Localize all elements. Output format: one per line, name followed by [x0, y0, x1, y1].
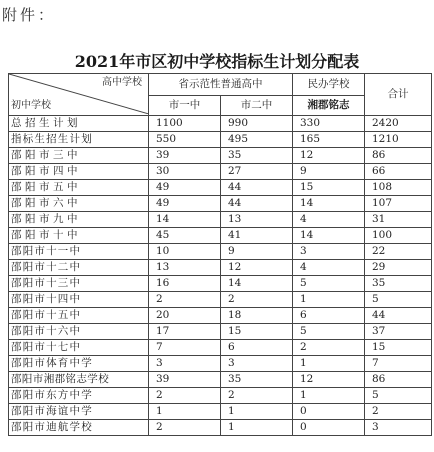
- row-school-2-value: 2: [221, 292, 293, 308]
- row-school-name: 邵阳市四中: [9, 164, 149, 180]
- row-school-3-value: 1: [293, 356, 365, 372]
- row-total-value: 86: [365, 372, 432, 388]
- row-school-name: 邵阳市九中: [9, 212, 149, 228]
- header-corner-cell: [9, 74, 149, 116]
- table-row: [9, 164, 432, 180]
- row-school-name: 邵阳市十中: [9, 228, 149, 244]
- row-school-name: 邵阳市海谊中学: [9, 404, 149, 420]
- row-school-name: 总招生计划: [9, 116, 149, 132]
- row-school-1-value: 49: [149, 180, 221, 196]
- table-row: [9, 420, 432, 436]
- row-school-name: 邵阳市六中: [9, 196, 149, 212]
- row-school-1-value: 39: [149, 148, 221, 164]
- row-school-2-value: 3: [221, 356, 293, 372]
- row-total-value: 44: [365, 308, 432, 324]
- header-high-school-label: 高中学校: [102, 77, 142, 88]
- row-school-2-value: 27: [221, 164, 293, 180]
- row-school-1-value: 14: [149, 212, 221, 228]
- row-school-name: 邵阳市十七中: [9, 340, 149, 356]
- row-total-value: 35: [365, 276, 432, 292]
- header-row-group: [9, 74, 432, 96]
- row-school-2-value: 18: [221, 308, 293, 324]
- table-row: [9, 132, 432, 148]
- row-school-name: 邵阳市湘郡铭志学校: [9, 372, 149, 388]
- row-school-name: 邵阳市十五中: [9, 308, 149, 324]
- row-school-2-value: 2: [221, 388, 293, 404]
- row-total-value: 37: [365, 324, 432, 340]
- row-school-1-value: 3: [149, 356, 221, 372]
- table-row: [9, 148, 432, 164]
- row-school-name: 邵阳市迪航学校: [9, 420, 149, 436]
- row-school-2-value: 12: [221, 260, 293, 276]
- row-school-2-value: 1: [221, 404, 293, 420]
- row-school-2-value: 15: [221, 324, 293, 340]
- row-school-3-value: 1: [293, 292, 365, 308]
- row-school-1-value: 45: [149, 228, 221, 244]
- header-school-2: 市二中: [221, 96, 293, 116]
- row-school-1-value: 13: [149, 260, 221, 276]
- row-school-3-value: 12: [293, 148, 365, 164]
- row-total-value: 22: [365, 244, 432, 260]
- row-total-value: 29: [365, 260, 432, 276]
- row-school-name: 邵阳市十一中: [9, 244, 149, 260]
- row-school-name: 邵阳市体育中学: [9, 356, 149, 372]
- table-row: [9, 292, 432, 308]
- row-school-3-value: 1: [293, 388, 365, 404]
- row-school-3-value: 14: [293, 196, 365, 212]
- row-school-1-value: 2: [149, 292, 221, 308]
- row-school-name: 邵阳市五中: [9, 180, 149, 196]
- row-school-3-value: 12: [293, 372, 365, 388]
- header-school-1: 市一中: [149, 96, 221, 116]
- row-total-value: 108: [365, 180, 432, 196]
- row-school-3-value: 3: [293, 244, 365, 260]
- table-row: [9, 212, 432, 228]
- row-school-1-value: 1100: [149, 116, 221, 132]
- row-school-3-value: 2: [293, 340, 365, 356]
- header-total: 合计: [365, 74, 432, 116]
- row-school-3-value: 6: [293, 308, 365, 324]
- row-school-name: 邵阳市十二中: [9, 260, 149, 276]
- row-school-3-value: 9: [293, 164, 365, 180]
- row-school-2-value: 14: [221, 276, 293, 292]
- table-row: [9, 260, 432, 276]
- row-school-name: 邵阳市十四中: [9, 292, 149, 308]
- table-row: [9, 196, 432, 212]
- row-total-value: 15: [365, 340, 432, 356]
- row-school-2-value: 1: [221, 420, 293, 436]
- row-total-value: 107: [365, 196, 432, 212]
- row-school-3-value: 4: [293, 212, 365, 228]
- row-school-1-value: 2: [149, 388, 221, 404]
- table-row: [9, 308, 432, 324]
- header-school-3: 湘郡铭志: [293, 96, 365, 116]
- row-school-name: 邵阳市三中: [9, 148, 149, 164]
- row-school-2-value: 44: [221, 196, 293, 212]
- row-school-1-value: 2: [149, 420, 221, 436]
- page-title: 2021年市区初中学校指标生计划分配表: [74, 52, 360, 71]
- row-total-value: 66: [365, 164, 432, 180]
- attachment-label: 附件：: [2, 6, 57, 24]
- row-school-1-value: 39: [149, 372, 221, 388]
- row-school-3-value: 0: [293, 404, 365, 420]
- row-total-value: 1210: [365, 132, 432, 148]
- row-school-1-value: 17: [149, 324, 221, 340]
- row-school-2-value: 41: [221, 228, 293, 244]
- row-school-1-value: 16: [149, 276, 221, 292]
- table-row: [9, 180, 432, 196]
- row-total-value: 31: [365, 212, 432, 228]
- table-row: [9, 356, 432, 372]
- table-row: [9, 228, 432, 244]
- row-total-value: 7: [365, 356, 432, 372]
- row-total-value: 86: [365, 148, 432, 164]
- row-school-3-value: 0: [293, 420, 365, 436]
- row-school-3-value: 5: [293, 324, 365, 340]
- row-school-name: 指标生招生计划: [9, 132, 149, 148]
- row-total-value: 2: [365, 404, 432, 420]
- table-row: [9, 244, 432, 260]
- row-school-1-value: 30: [149, 164, 221, 180]
- row-school-3-value: 330: [293, 116, 365, 132]
- allocation-table: [8, 73, 432, 436]
- row-total-value: 2420: [365, 116, 432, 132]
- row-school-name: 邵阳市十六中: [9, 324, 149, 340]
- row-total-value: 3: [365, 420, 432, 436]
- row-school-name: 邵阳市十三中: [9, 276, 149, 292]
- row-school-2-value: 495: [221, 132, 293, 148]
- row-school-1-value: 550: [149, 132, 221, 148]
- table-row: [9, 404, 432, 420]
- row-school-2-value: 9: [221, 244, 293, 260]
- row-school-1-value: 20: [149, 308, 221, 324]
- row-school-1-value: 10: [149, 244, 221, 260]
- row-school-2-value: 35: [221, 148, 293, 164]
- row-school-name: 邵阳市东方中学: [9, 388, 149, 404]
- row-school-3-value: 165: [293, 132, 365, 148]
- table-row: [9, 388, 432, 404]
- header-junior-school-label: 初中学校: [11, 100, 51, 111]
- table-row: [9, 324, 432, 340]
- header-public-group: 省示范性普通高中: [149, 74, 293, 96]
- row-school-2-value: 6: [221, 340, 293, 356]
- row-school-2-value: 990: [221, 116, 293, 132]
- row-school-1-value: 49: [149, 196, 221, 212]
- table-row: [9, 340, 432, 356]
- row-total-value: 100: [365, 228, 432, 244]
- row-school-2-value: 35: [221, 372, 293, 388]
- row-school-1-value: 7: [149, 340, 221, 356]
- row-school-2-value: 44: [221, 180, 293, 196]
- row-total-value: 5: [365, 388, 432, 404]
- header-private-group: 民办学校: [293, 74, 365, 96]
- row-school-1-value: 1: [149, 404, 221, 420]
- table-row: [9, 276, 432, 292]
- table-row: [9, 372, 432, 388]
- row-school-3-value: 4: [293, 260, 365, 276]
- row-school-3-value: 15: [293, 180, 365, 196]
- table-row: [9, 116, 432, 132]
- row-school-3-value: 5: [293, 276, 365, 292]
- row-total-value: 5: [365, 292, 432, 308]
- row-school-3-value: 14: [293, 228, 365, 244]
- row-school-2-value: 13: [221, 212, 293, 228]
